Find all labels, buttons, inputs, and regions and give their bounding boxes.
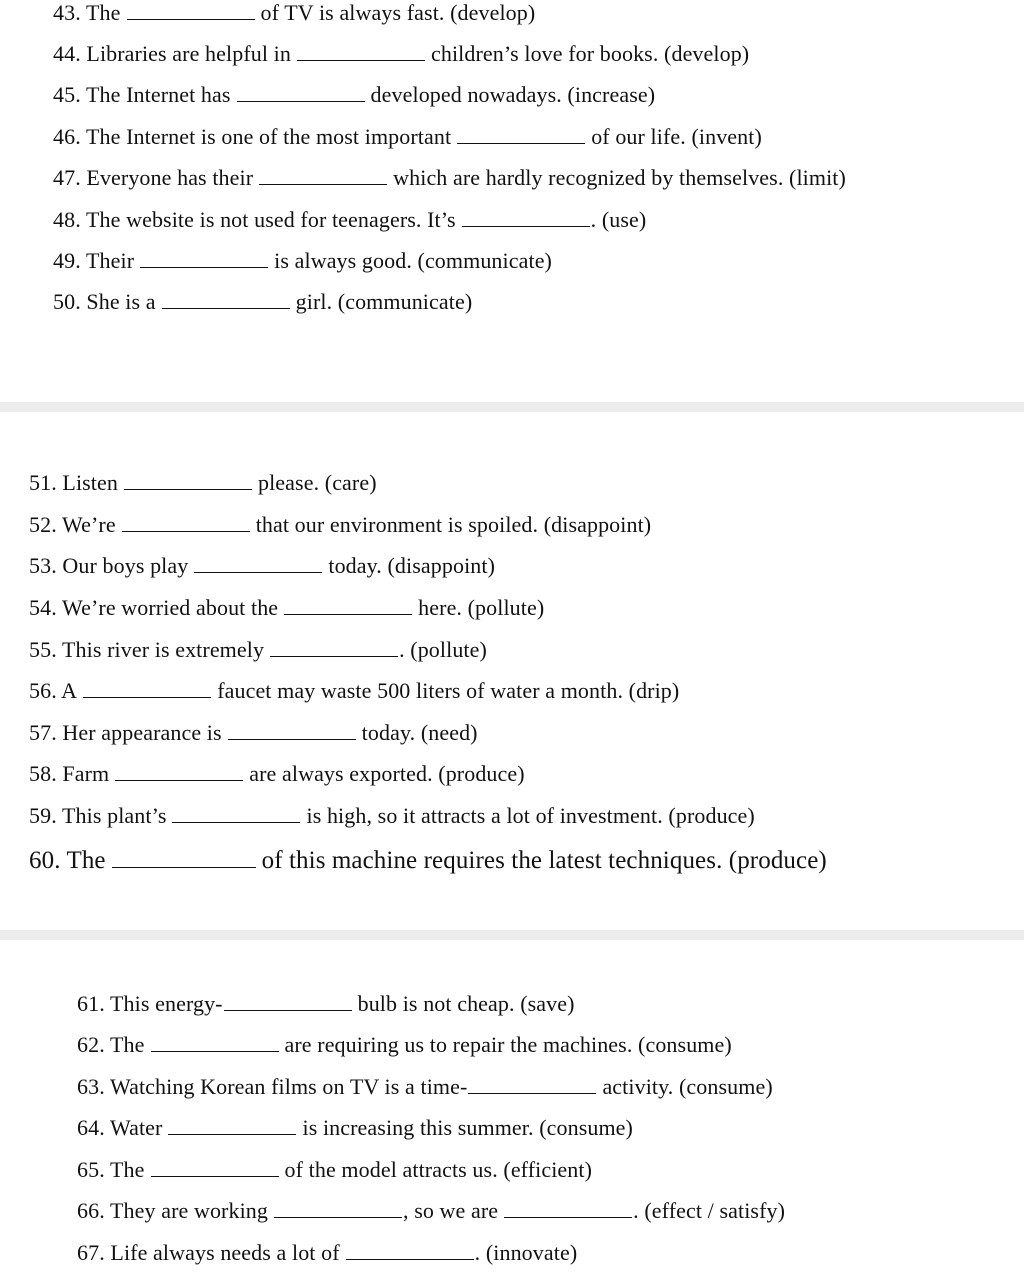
question-text: today. (disappoint) [328, 553, 496, 578]
question-61 [77, 991, 575, 1017]
question-text: of this machine requires the latest techniques. (produce) [261, 847, 827, 874]
question-67 [77, 1240, 577, 1266]
question-text: bulb is not cheap. (save) [357, 991, 575, 1016]
answer-blank[interactable] [151, 1160, 279, 1177]
question-64 [77, 1115, 633, 1141]
question-text: faucet may waste 500 liters of water a month. (drip) [217, 678, 680, 703]
question-text: 65. The [77, 1157, 145, 1182]
question-text: is increasing this summer. (consume) [302, 1115, 633, 1140]
question-text: of TV is always fast. (develop) [260, 0, 536, 25]
question-text: are always exported. (produce) [249, 761, 525, 786]
answer-blank[interactable] [194, 556, 322, 573]
question-46 [53, 124, 762, 150]
answer-blank[interactable] [115, 764, 243, 781]
answer-blank[interactable] [140, 251, 268, 268]
question-62 [77, 1032, 732, 1058]
question-51 [29, 470, 377, 496]
question-text: are requiring us to repair the machines. (consume) [284, 1032, 732, 1057]
question-text: activity. (consume) [602, 1074, 773, 1099]
question-text: 56. A [29, 678, 78, 703]
question-59 [29, 803, 755, 829]
question-47 [53, 165, 846, 191]
question-text: here. (pollute) [418, 595, 545, 620]
question-text: 45. The Internet has [53, 82, 231, 107]
question-text: 58. Farm [29, 761, 110, 786]
question-text: 48. The website is not used for teenagers. It’s [53, 207, 456, 232]
answer-blank[interactable] [151, 1035, 279, 1052]
question-54 [29, 595, 544, 621]
answer-blank[interactable] [224, 994, 352, 1011]
page-divider [0, 930, 1024, 940]
question-text: that our environment is spoiled. (disappoint) [255, 512, 652, 537]
question-text: . (effect / satisfy) [633, 1198, 786, 1223]
answer-blank[interactable] [237, 85, 365, 102]
question-55 [29, 637, 487, 663]
question-text: 50. She is a [53, 289, 156, 314]
question-text: 54. We’re worried about the [29, 595, 279, 620]
question-text: 60. The [29, 847, 106, 874]
question-text: 61. This energy- [77, 991, 223, 1016]
question-text: is always good. (communicate) [274, 248, 552, 273]
question-text: developed nowadays. (increase) [370, 82, 656, 107]
answer-blank[interactable] [468, 1077, 596, 1094]
question-text: of our life. (invent) [591, 124, 762, 149]
question-58 [29, 761, 525, 787]
question-57 [29, 720, 478, 746]
answer-blank[interactable] [162, 292, 290, 309]
question-text: 64. Water [77, 1115, 163, 1140]
answer-blank[interactable] [259, 168, 387, 185]
question-text: 51. Listen [29, 470, 118, 495]
answer-blank[interactable] [270, 640, 398, 657]
question-text: 47. Everyone has their [53, 165, 254, 190]
question-49 [53, 248, 552, 274]
question-48 [53, 207, 646, 233]
answer-blank[interactable] [457, 127, 585, 144]
answer-blank[interactable] [462, 210, 590, 227]
question-text: 53. Our boys play [29, 553, 189, 578]
question-66 [77, 1198, 785, 1224]
page-divider [0, 402, 1024, 412]
question-text: . (innovate) [474, 1240, 578, 1265]
question-63 [77, 1074, 773, 1100]
question-text: . (use) [590, 207, 647, 232]
answer-blank[interactable] [228, 723, 356, 740]
question-text: girl. (communicate) [295, 289, 473, 314]
answer-blank[interactable] [112, 849, 256, 868]
question-text: is high, so it attracts a lot of investment. (produce) [306, 803, 755, 828]
answer-blank[interactable] [124, 473, 252, 490]
answer-blank[interactable] [127, 3, 255, 20]
answer-blank[interactable] [284, 598, 412, 615]
question-text: please. (care) [258, 470, 377, 495]
question-65 [77, 1157, 592, 1183]
question-text: 44. Libraries are helpful in [53, 41, 291, 66]
answer-blank[interactable] [83, 681, 211, 698]
question-text: 55. This river is extremely [29, 637, 265, 662]
question-45 [53, 82, 655, 108]
question-text: 67. Life always needs a lot of [77, 1240, 340, 1265]
question-60 [29, 846, 827, 876]
question-text: children’s love for books. (develop) [431, 41, 750, 66]
question-text: . (pollute) [399, 637, 487, 662]
question-text: 62. The [77, 1032, 145, 1057]
answer-blank[interactable] [168, 1118, 296, 1135]
exercise-section-1 [0, 0, 1024, 402]
question-43 [53, 0, 535, 26]
question-text: today. (need) [361, 720, 478, 745]
answer-blank[interactable] [122, 515, 250, 532]
question-text: 57. Her appearance is [29, 720, 222, 745]
question-53 [29, 553, 495, 579]
question-text: 52. We’re [29, 512, 116, 537]
question-56 [29, 678, 679, 704]
question-text: 46. The Internet is one of the most important [53, 124, 452, 149]
answer-blank[interactable] [504, 1201, 632, 1218]
question-text: 63. Watching Korean films on TV is a time- [77, 1074, 468, 1099]
question-text: 43. The [53, 0, 121, 25]
question-text: , so we are [403, 1198, 499, 1223]
answer-blank[interactable] [346, 1243, 474, 1260]
question-52 [29, 512, 651, 538]
answer-blank[interactable] [297, 44, 425, 61]
exercise-section-2 [0, 412, 1024, 930]
answer-blank[interactable] [274, 1201, 402, 1218]
question-44 [53, 41, 749, 67]
exercise-section-3 [0, 940, 1024, 1280]
question-text: 66. They are working [77, 1198, 268, 1223]
question-text: 59. This plant’s [29, 803, 167, 828]
question-50 [53, 289, 472, 315]
question-text: 49. Their [53, 248, 135, 273]
answer-blank[interactable] [172, 806, 300, 823]
question-text: which are hardly recognized by themselves. (limit) [393, 165, 846, 190]
question-text: of the model attracts us. (efficient) [284, 1157, 593, 1182]
